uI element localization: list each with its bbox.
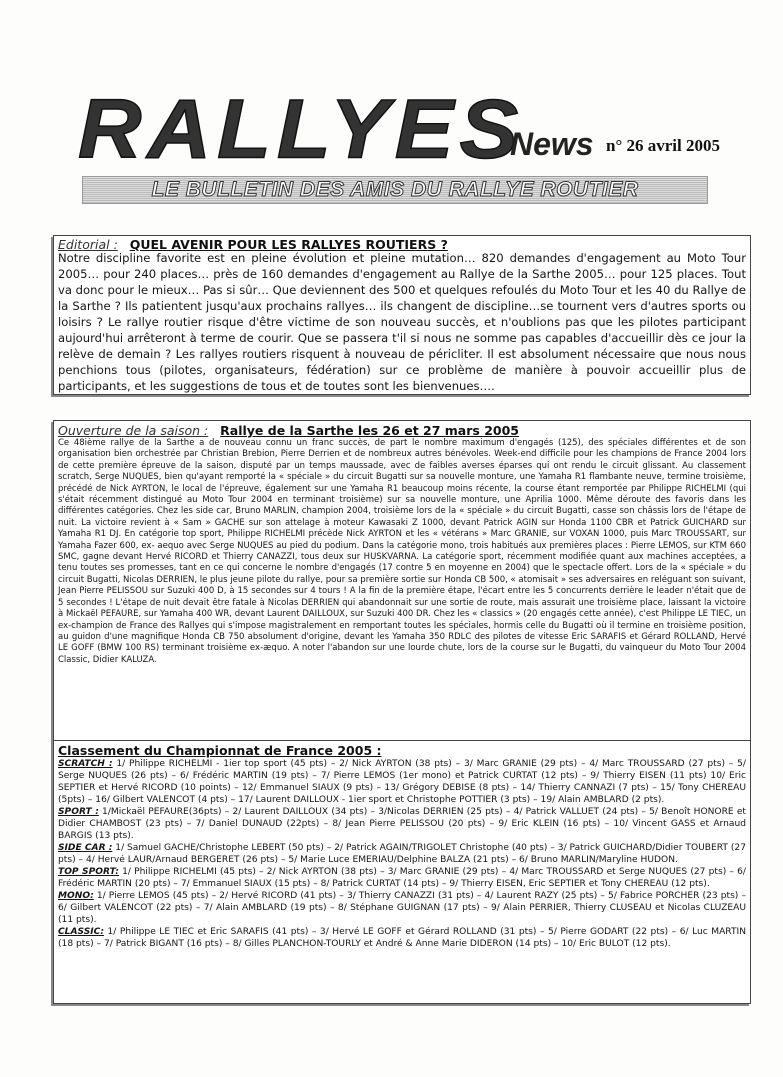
season-opening-body: Ce 48ième rallye de la Sarthe a de nouveau connu un franc succès, de part le nombre maximum d'engagés (125), des spéciales différentes et de son organisation bien orchestrée par Christian Brebion, Pierre Derrien et de nombreux autres bénévoles. Week-end difficile pour les champions de France 2004 lors de cette première épreuve de la saison, disputé par un temps maussade, avec de faibles averses éparses qui ont rendu le circuit glissant. Au classement scratch, Serge NUQUES, bien qu'ayant remporté la « spéciale » du circuit Bugatti sur sa nouvelle monture, une Yamaha R1 flambante neuve, termine troisième, précédé de Nick AYRTON, le local de l'épreuve, également sur une Yamaha R1 beaucoup moins récente, la course étant remportée par Philippe RICHELMI (qui s'était récemment distingué au Moto Tour 2004 en terminant troisième) sur sa nouvelle monture, une Aprilia 1000. Même déroute des favoris dans les différentes catégories. Chez les side car, Bruno MARLIN, champion 2004, troisième lors de la « spéciale » du circuit Bugatti, casse son châssis lors de l'étape de nuit. La victoire revient à « Sam » GACHE sur son attelage à moteur Kawasaki Z 1000, devant Patrick AGIN sur Honda 1100 CBR et Patrick GUICHARD sur Yamaha R1 DJ. En catégorie top sport, Philippe RICHELMI précède Nick AYRTON et les « vétérans » Marc GRANIE, sur VOXAN 1000, puis Marc TROUSSART, sur Yamaha Fazer 600, ex- aequo avec Serge NUQUES au pied du podium. Dans la catégorie mono, trois habitués aux premières places : Pierre LEMOS, sur KTM 660 SMC, gagne devant Hervé RICORD et Thierry CANAZZI, tous deux sur HUSKVARNA. La catégorie sport, récemment modifiée quant aux machines acceptées, a tenu toutes ses promesses, tant en ce qui concerne le nombre d'engagés (17 contre 5 en moyenne en 2004) que le spectacle offert. Lors de la « spéciale » du circuit Bugatti, Nicolas DERRIEN, le plus jeune pilote du rallye, pour sa première sortie sur Honda CB 500, « atomisait » ses adversaires en reléguant son suivant, Jean Pierre PELISSOU sur Suzuki 400 D, à 15 secondes sur 4 tours ! A la fin de la première étape, l'écart entre les 5 concurrents derrière le leader n'était que de 5 secondes ! L'étape de nuit devait être fatale à Nicolas DERRIEN qui abandonnait sur une sortie de route, mais assurait une troisième place, laissant la victoire à Mickaël PEFAURE, sur Yamaha 400 WR, devant Laurent DAILLOUX, sur Suzuki 400 DR. Chez les « classics » (20 engagés cette année), c'est Philippe LE TIEC, un ex-champion de France des Rallyes qui s'impose magistralement en remportant toutes les spéciales, hormis celle du Bugatti où il termine en troisième position, au guidon d'une magnifique Honda CB 750 absolument d'origine, devant les Yamaha 350 RDLC des pilotes de vitesse Eric SARAFIS et Gérard ROLLAND, Hervé LE GOFF (BMW 100 RS) terminant troisième ex-æquo. A noter l'abandon sur une lourde chute, lors de la course sur le Bugatti, du vainqueur du Moto Tour 2004 Classic, Didier KALUZA. (58, 438, 746, 665)
editorial-label: Editorial : (58, 237, 118, 252)
category-results-mono: 1/ Pierre LEMOS (45 pts) – 2/ Hervé RICORD (41 pts) – 3/ Thierry CANAZZI (31 pts) – 4/ Laurent RAZY (25 pts) – 5/ Fabrice PORCHER (23 pts) – 6/ Gilbert VALENCOT (22 pts) – 7/ Alain AMBLARD (19 pts) – 8/ Stéphane GUIGNAN (17 pts) – 9/ Alain PERRIER, Thierry CLUSEAU et Nicolas CLUZEAU (11 pts). (58, 891, 746, 925)
standings-title: Classement du Championnat de France 2005 : (58, 743, 382, 758)
editorial-section (53, 235, 751, 395)
category-label-scratch: SCRATCH : (58, 759, 113, 769)
tagline-banner (82, 176, 708, 204)
category-results-classic: 1/ Philippe LE TIEC et Eric SARAFIS (41 pts) – 3/ Hervé LE GOFF et Gérard ROLLAND (31 pts) – 5/ Pierre GODART (22 pts) – 6/ Luc MARTIN (18 pts) – 7/ Patrick BIGANT (16 pts) – 8/ Gilles PLANCHON-TOURLY et André & Anne Marie DIDERON (14 pts) – 10/ Eric BULOT (12 pts). (58, 927, 746, 949)
season-opening-section (53, 420, 751, 782)
standings-category (58, 807, 746, 841)
standings-category (58, 867, 746, 889)
category-results-side-car: 1/ Samuel GACHE/Christophe LEBERT (50 pts) – 2/ Patrick AGAIN/TRIGOLET Christophe (40 pts) – 3/ Patrick GUICHARD/Didier TOUBERT (27 pts) – 4/ Hervé LAUR/Arnaud BERGERET (26 pts) – 5/ Marie Luce EMERIAU/Delphine BALZA (21 pts) – 6/ Bruno MARLIN/Maryline HUDON. (58, 843, 746, 865)
brand-logo: RALLYES (78, 81, 525, 176)
category-results-scratch: 1/ Philippe RICHELMI - 1ier top sport (45 pts) – 2/ Nick AYRTON (38 pts) – 3/ Marc GRANIE (29 pts) – 4/ Marc TROUSSARD (27 pts) – 5/ Serge NUQUES (26 pts) – 6/ Frédéric MARTIN (19 pts) – 7/ Pierre LEMOS (1er mono) et Patrick CURTAT (12 pts) – 9/ Thierry EISEN (11 pts) 10/ Eric SEPTIER et Hervé RICORD (10 points) – 12/ Emmanuel SIAUX (9 pts) – 13/ Grégory DEBISE (8 pts) – 14/ Thierry CANNAZI (7 pts) – 15/ Tony CHEREAU (5pts) – 16/ Gilbert VALENCOT (4 pts) – 17/ Laurent DAILLOUX - 1ier sport et Christophe POTTIER (3 pts) – 19/ Alain AMBLARD (2 pts). (58, 759, 746, 805)
masthead (78, 81, 738, 182)
standings-heading (58, 743, 382, 758)
season-opening-title: Rallye de la Sarthe les 26 et 27 mars 2005 (220, 423, 519, 438)
standings-category (58, 891, 746, 925)
season-opening-label: Ouverture de la saison : (58, 423, 209, 438)
standings-category (58, 759, 746, 805)
standings-category (58, 843, 746, 865)
category-label-top-sport: TOP SPORT: (58, 867, 119, 877)
category-label-side-car: SIDE CAR : (58, 843, 113, 853)
standings-category (58, 927, 746, 949)
category-results-sport: 1/Mickaël PEFAURE(36pts) – 2/ Laurent DAILLOUX (34 pts) – 3/Nicolas DERRIEN (25 pts) – 4/ Patrick VALLUET (24 pts) – 5/ Benoît HONORE et Didier CHAMBOST (23 pts) – 7/ Daniel DUNAUD (22pts) – 8/ Jean Pierre PELISSOU (20 pts) – 9/ Eric KLEIN (16 pts) – 10/ Vincent GASS et Arnaud BARGIS (13 pts). (58, 807, 746, 841)
category-label-sport: SPORT : (58, 807, 99, 817)
championship-standings-section (53, 740, 751, 1004)
editorial-title: QUEL AVENIR POUR LES RALLYES ROUTIERS ? (129, 237, 448, 252)
season-opening-heading (58, 423, 519, 438)
category-label-classic: CLASSIC: (58, 927, 104, 937)
tagline-text: LE BULLETIN DES AMIS DU RALLYE ROUTIER (151, 178, 639, 201)
brand-subtitle: News (510, 126, 594, 162)
standings-body (58, 758, 746, 950)
category-label-mono: MONO: (58, 891, 94, 901)
editorial-body: Notre discipline favorite est en pleine évolution et pleine mutation… 820 demandes d'engagement au Moto Tour 2005… pour 240 places… près de 160 demandes d'engagement au Rallye de la Sarthe 2005… pour 125 places. Tout va donc pour le mieux… Pas si sûr… Que deviennent des 500 et quelques refoulés du Moto Tour et les 40 du Rallye de la Sarthe ? Ils patientent jusqu'aux prochains rallyes… ils changent de discipline…se tournent vers d'autres sports ou loisirs ? Le rallye routier risque d'être victime de son nouveau succès, et n'oublions pas que les pilotes participant aujourd'hui arrêteront à terme de courir. Que se passera t'il si nous ne somme pas capables d'accueillir dès ce jour la relève de demain ? Les rallyes routiers risquent à nouveau de péricliter. Il est absolument nécessaire que nous nous penchions tous (pilotes, organisateurs, fédération) sur ce problème de manière à pouvoir accueillir plus de participants, et les suggestions de tous et de toutes sont les bienvenues…. (58, 251, 746, 393)
issue-number: n° 26 avril 2005 (606, 136, 720, 155)
category-results-top-sport: 1/ Philippe RICHELMI (45 pts) – 2/ Nick AYRTON (38 pts) – 3/ Marc GRANIE (29 pts) – 4/ Marc TROUSSARD et Serge NUQUES (27 pts) – 6/ Frédéric MARTIN (20 pts) – 7/ Emmanuel SIAUX (15 pts) – 8/ Patrick CURTAT (14 pts) – 9/ Thierry EISEN, Eric SEPTIER et Tony CHEREAU (12 pts). (58, 867, 746, 889)
